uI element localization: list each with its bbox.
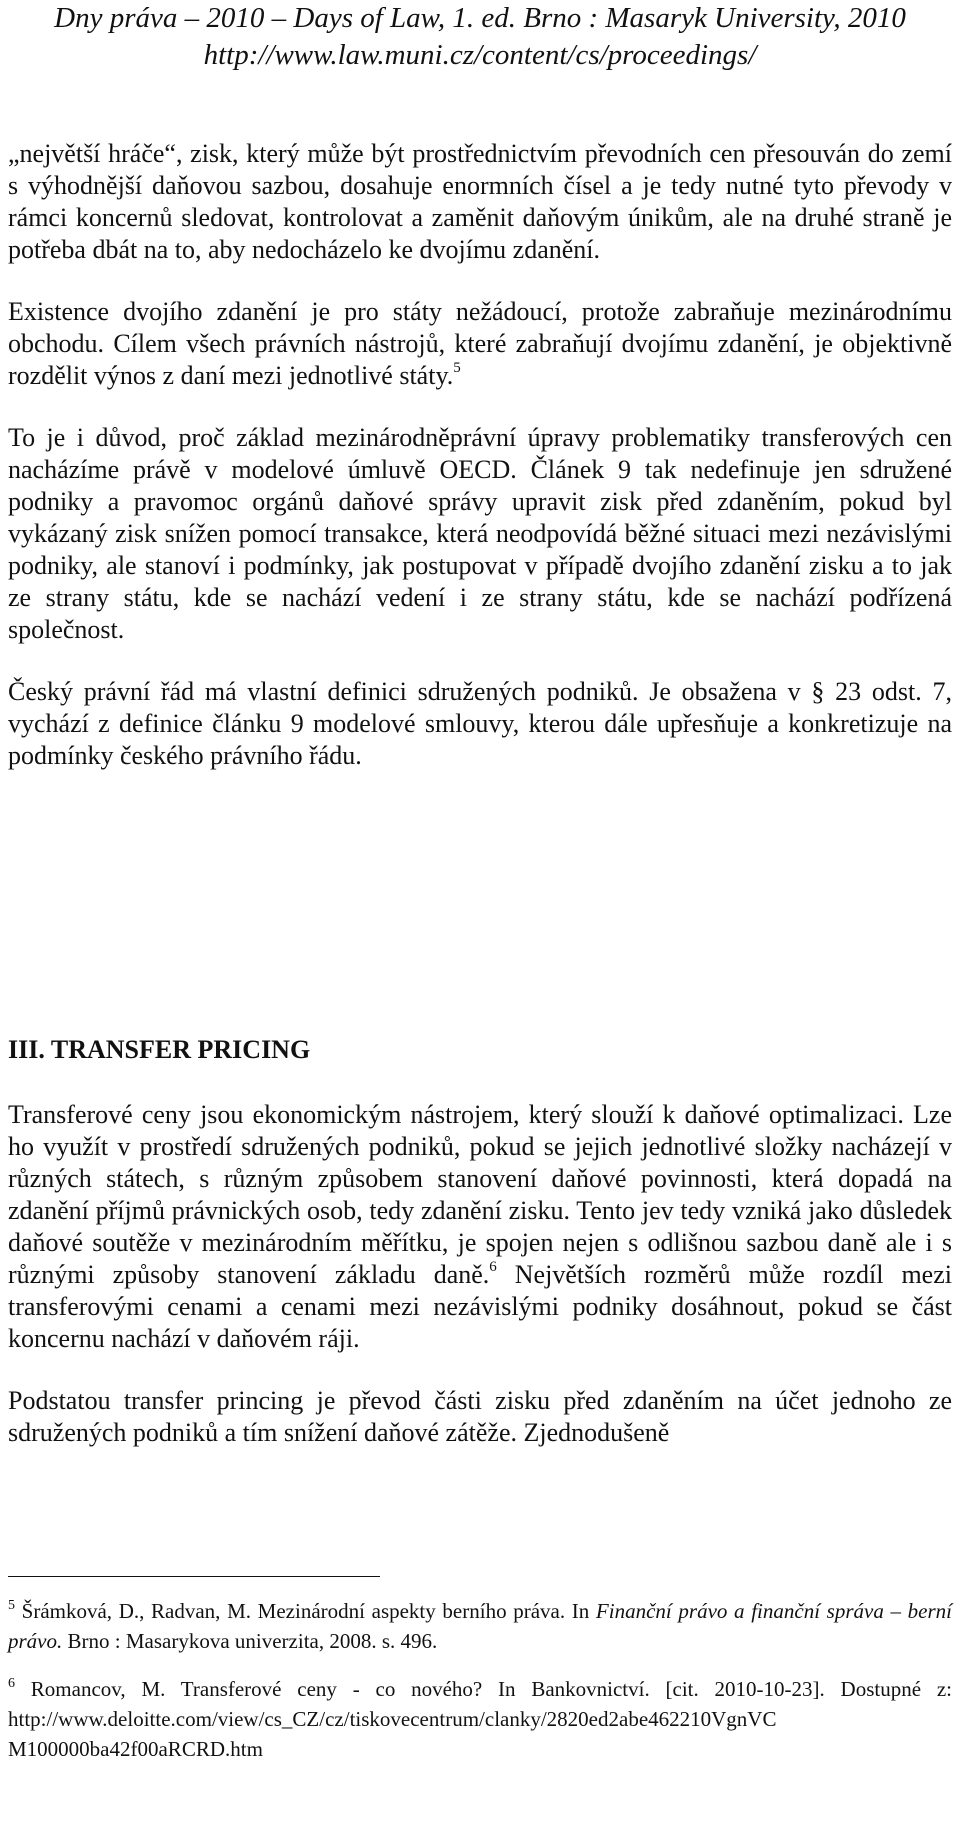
footnote-number: 5 [8,1598,15,1613]
paragraph-text: To je i důvod, proč základ mezinárodněprávní úpravy problematiky transferových cen nacházíme právě v modelové úmluvě OECD. Článek 9 tak nedefinuje jen sdružené podniky a pravomoc orgánů daňové správy upravit zisk před zdaněním, pokud byl vykázaný zisk snížen pomocí transakce, která neodpovídá běžné situaci mezi nezávislými podniky, ale stanoví i podmínky, jak postupovat v případě dvojího zdanění zisku a to jak ze strany státu, kde se nachází vedení i ze strany státu, kde se nachází podřízená společnost. [8,423,952,644]
paragraph-text: Podstatou transfer princing je převod části zisku před zdaněním na účet jednoho ze sdružených podniků a tím snížení daňové zátěže. Zjednodušeně [8,1386,952,1447]
footnote-text-end: Brno : Masarykova univerzita, 2008. s. 496. [62,1629,438,1653]
paragraph-text: Existence dvojího zdanění je pro státy nežádoucí, protože zabraňuje mezinárodnímu obchodu. Cílem všech právních nástrojů, které zabraňují dvojímu zdanění, je objektivně rozdělit výnos z daní mezi jednotlivé státy. [8,297,952,390]
footnote-url[interactable]: http://www.deloitte.com/view/cs_CZ/cz/tiskovecentrum/clanky/2820ed2abe462210VgnVC [8,1707,777,1731]
footnote-text: Šrámková, D., Radvan, M. Mezinárodní aspekty berního práva. In [15,1599,596,1623]
footnote-ref-6[interactable]: 6 [489,1259,497,1275]
paragraph [8,296,952,392]
paragraph [8,138,952,266]
footnote-italic-title: Finanční právo a finanční správa – berní právo. [8,1599,952,1653]
paragraph [8,422,952,646]
section-body-text [8,1099,952,1479]
paragraph-text: „největší hráče“, zisk, který může být prostřednictvím převodních cen přesouván do zemí s výhodnější daňovou sazbou, dosahuje enormních čísel a je tedy nutné tyto převody v rámci koncernů sledovat, kontrolovat a zaměnit daňovým únikům, ale na druhé straně je potřeba dbát na to, aby nedocházelo ke dvojímu zdanění. [8,139,952,264]
paragraph-text: Transferové ceny jsou ekonomickým nástrojem, který slouží k daňové optimalizaci. Lze ho využít v prostředí sdružených podniků, pokud se jejich jednotlivé složky nacházejí v různých státech, s různým způsobem stanovení daňové povinnosti, která dopadá na zdanění příjmů právnických osob, tedy zdanění zisku. Tento jev tedy vzniká jako důsledek daňové soutěže v mezinárodním měřítku, je spojen nejen s odlišnou sazbou daně ale i s různými způsoby stanovení základu daně. [8,1100,952,1289]
footnote-5 [8,1596,952,1656]
footnote-separator [8,1576,380,1577]
paragraph [8,1099,952,1355]
footnotes [8,1596,952,1764]
section-heading: III. TRANSFER PRICING [8,1035,311,1064]
footnote-url-continued[interactable]: M100000ba42f00aRCRD.htm [8,1737,263,1761]
paragraph-text: Český právní řád má vlastní definici sdružených podniků. Je obsažena v § 23 odst. 7, vychází z definice článku 9 modelové smlouvy, kterou dále upřesňuje a konkretizuje na podmínky českého právního řádu. [8,677,952,770]
header-conference-line: Dny práva – 2010 – Days of Law, 1. ed. Brno : Masaryk University, 2010 [54,2,906,34]
paragraph-text-continued: Největších rozměrů může rozdíl mezi transferovými cenami a cenami mezi nezávislými podniky dosáhnout, pokud se část koncernu nachází v daňovém ráji. [8,1260,952,1353]
paragraph [8,676,952,772]
footnote-text: Romancov, M. Transferové ceny - co nového? In Bankovnictví. [cit. 2010-10-23]. Dostupné z: [15,1677,952,1701]
body-text [8,138,952,802]
header-url-line: http://www.law.muni.cz/content/cs/proceedings/ [203,39,757,71]
paragraph [8,1385,952,1449]
page-header [0,0,960,74]
footnote-ref-5[interactable]: 5 [453,360,461,376]
footnote-6 [8,1674,952,1764]
footnote-number: 6 [8,1676,15,1691]
footnote-6-text [8,1674,952,1704]
